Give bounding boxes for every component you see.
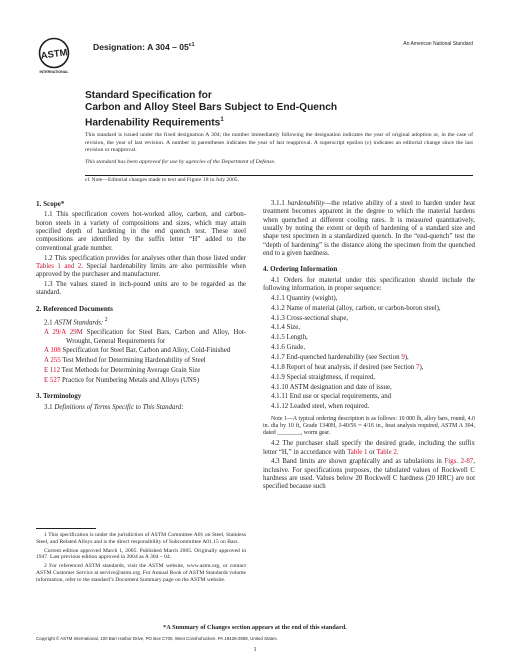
designation: Designation: A $304 - 05^{\varepsilon 1}$ <box>93 42 195 52</box>
tables-link[interactable]: Tables 1 and 2 <box>36 262 82 270</box>
page-number: 1 <box>253 646 257 653</box>
summary-of-changes-note: *A Summary of Changes section appears at the end of this standard. <box>163 624 347 631</box>
reference-item: A 29/A 29M Specification for Steel Bars, Carbon and Alloy, Hot-Wrought, General Requirements for <box>44 329 246 345</box>
section-heading: 2. Referenced Documents <box>36 304 113 313</box>
left-column: 1. Scope* 1.1 This specification covers hot-worked alloy, carbon, and carbon-boron steels in a variety of compositions and sizes, which may attain specified depth of hardening in the end quench test. These steel compositions are identified by the suffix letter “H” added to the conventional grade number. 1.2 This specification provides for analyses other than those listed under Tables 1 and 2. Special hardenability limits are also permissible when approved by the purchaser and manufacturer. 1.3 The values stated in inch-pound units are to be regarded as the standard. 2. Referenced Documents 2.1 ASTM Standards: $^2$ A 29/A 29M Specification for Steel Bars, Carbon and Alloy, Hot-Wrought, General Requirements for A 108 Specification for Steel Bar, Carbon and Alloy, Cold-Finished A 255 Test Method for Determining Hardenability of Steel E 112 Test Methods for Determining Average Grain Size E 527 Practice for Numbering Metals and Alloys (UNS) 3. Terminology 3.1 Definitions of Terms Specific to This Standard: <box>36 200 246 411</box>
list-item: 4.1.2 Name of material (alloy, carbon, or carbon-boron steel), <box>271 304 441 312</box>
footnotes: 1 This specification is under the jurisdiction of ASTM Committee A01 on Steel, Stainless Steel, and Related Alloys and is the direct responsibility of Subcommittee A01.15 on Bars. Current edition approved March 1, 2005. Published March 2005. Originally approved in 1947. Last previous edition approved in 2004 as A 304 – 04. 2 For referenced ASTM standards, visit the ASTM website, www.astm.org, or contact ASTM Customer Service at service@astm.org. For Annual Book of ASTM Standards volume information, refer to the standard’s Document Summary page on the ASTM website. <box>36 532 246 583</box>
document-title: Standard Specification for Carbon and Alloy Steel Bars Subject to End-Quench Hardenability Requirements$^1$ <box>85 90 338 129</box>
section-heading: 4. Ordering Information <box>263 265 338 274</box>
section-heading: 3. Terminology <box>36 392 82 401</box>
list-item: 4.1.3 Cross-sectional shape, <box>271 314 349 322</box>
list-item: 4.1.9 Special straightness, if required, <box>271 373 376 381</box>
right-column: 3.1.1 hardenability—the relative ability of a steel to harden under heat treatment becomes apparent in the degree to which the material hardens when quenched at different cooling rates. It is measured quantitatively, usually by noting the extent or depth of hardening of a standard size and shape test specimen in a standardized quench. In the “end-quench” test the “depth of hardening” is the distance along the specimen from the quenched end to a given hardness. 4. Ordering Information 4.1 Orders for material under this specification should include the following information, in proper sequence: 4.1.1 Quantity (weight), 4.1.2 Name of material (alloy, carbon, or carbon-boron steel), 4.1.3 Cross-sectional shape, 4.1.4 Size, 4.1.5 Length, 4.1.6 Grade, 4.1.7 End-quenched hardenability (see Section 9), 4.1.8 Report of heat analysis, if desired (see Section 7), 4.1.9 Special straightness, if required, 4.1.10 ASTM designation and date of issue, 4.1.11 End use or special requirements, and 4.1.12 Leaded steel, when required. Note 1—A typical ordering description is as follows: 10 000 lb, alloy bars, round, 4.0 in. dia by 10 ft, Grade 1340H, J-40/56 = 4/16 in., heat analysis required, ASTM A 304, dated ________, worm gear. 4.2 The purchaser shall specify the desired grade, including the suffix letter “H,” in accordance with Table 1 or Table 2. 4.3 Band limits are shown graphically and as tabulations in Figs. 2-87, inclusive. For specifications purposes, the tabulated values of Rockwell C hardness are used. Values below 20 Rockwell C hardness (20 HRC) are not specified because such <box>263 200 475 491</box>
svg-text:INTERNATIONAL: INTERNATIONAL <box>39 70 69 74</box>
copyright: Copyright © ASTM International, 100 Barr Harbor Drive, PO Box C700, West Conshohocken, PA 19428-2959, United States. <box>36 636 278 641</box>
reference-item: A 108 Specification for Steel Bar, Carbon and Alloy, Cold-Finished <box>44 347 231 355</box>
list-item: 4.1.10 ASTM designation and date of issue, <box>271 383 392 391</box>
svg-text:ASTM: ASTM <box>40 47 69 62</box>
list-item: 4.1.7 End-quenched hardenability (see Section 9), <box>271 354 409 361</box>
list-item: 4.1.1 Quantity (weight), <box>271 294 338 302</box>
note: Note 1—A typical ordering description is as follows: 10 000 lb, alloy bars, round, 4.0 in. dia by 10 ft, Grade 1340H, J-40/56 = 4/16 in., heat analysis required, ASTM A 304, dated ________, worm gear. <box>263 415 475 436</box>
section-heading: 1. Scope* <box>36 200 65 208</box>
reference-item: E 112 Test Methods for Determining Average Grain Size <box>44 367 201 375</box>
list-item: 4.1.5 Length, <box>271 334 308 342</box>
list-item: 4.1.12 Leaded steel, when required. <box>271 403 370 411</box>
publisher-label: An American National Standard <box>403 41 473 47</box>
reference-item: A 255 Test Method for Determining Hardenability of Steel <box>44 357 206 365</box>
editorial-note: ε1 Note—Editorial changes made to text and Figure 18 in July 2005. <box>85 177 239 183</box>
astm-logo <box>37 37 71 75</box>
divider <box>85 175 473 176</box>
issuance-statement: This standard is issued under the fixed designation A 304; the number immediately following the designation indicates the year of original adoption or, in the case of revision, the year of last revision. A number in parentheses indicates the year of last reapproval. A superscript epsilon (ε) indicates an editorial change since the last revision or reapproval. This standard has been approved for use by agencies of the Department of Defense. <box>85 132 473 165</box>
list-item: 4.1.4 Size, <box>271 324 301 332</box>
list-item: 4.1.8 Report of heat analysis, if desired (see Section 7), <box>271 363 424 371</box>
reference-item: E 527 Practice for Numbering Metals and Alloys (UNS) <box>44 376 200 384</box>
footnote-divider <box>36 528 96 529</box>
list-item: 4.1.6 Grade, <box>271 344 306 352</box>
list-item: 4.1.11 End use or special requirements, and <box>271 393 392 401</box>
